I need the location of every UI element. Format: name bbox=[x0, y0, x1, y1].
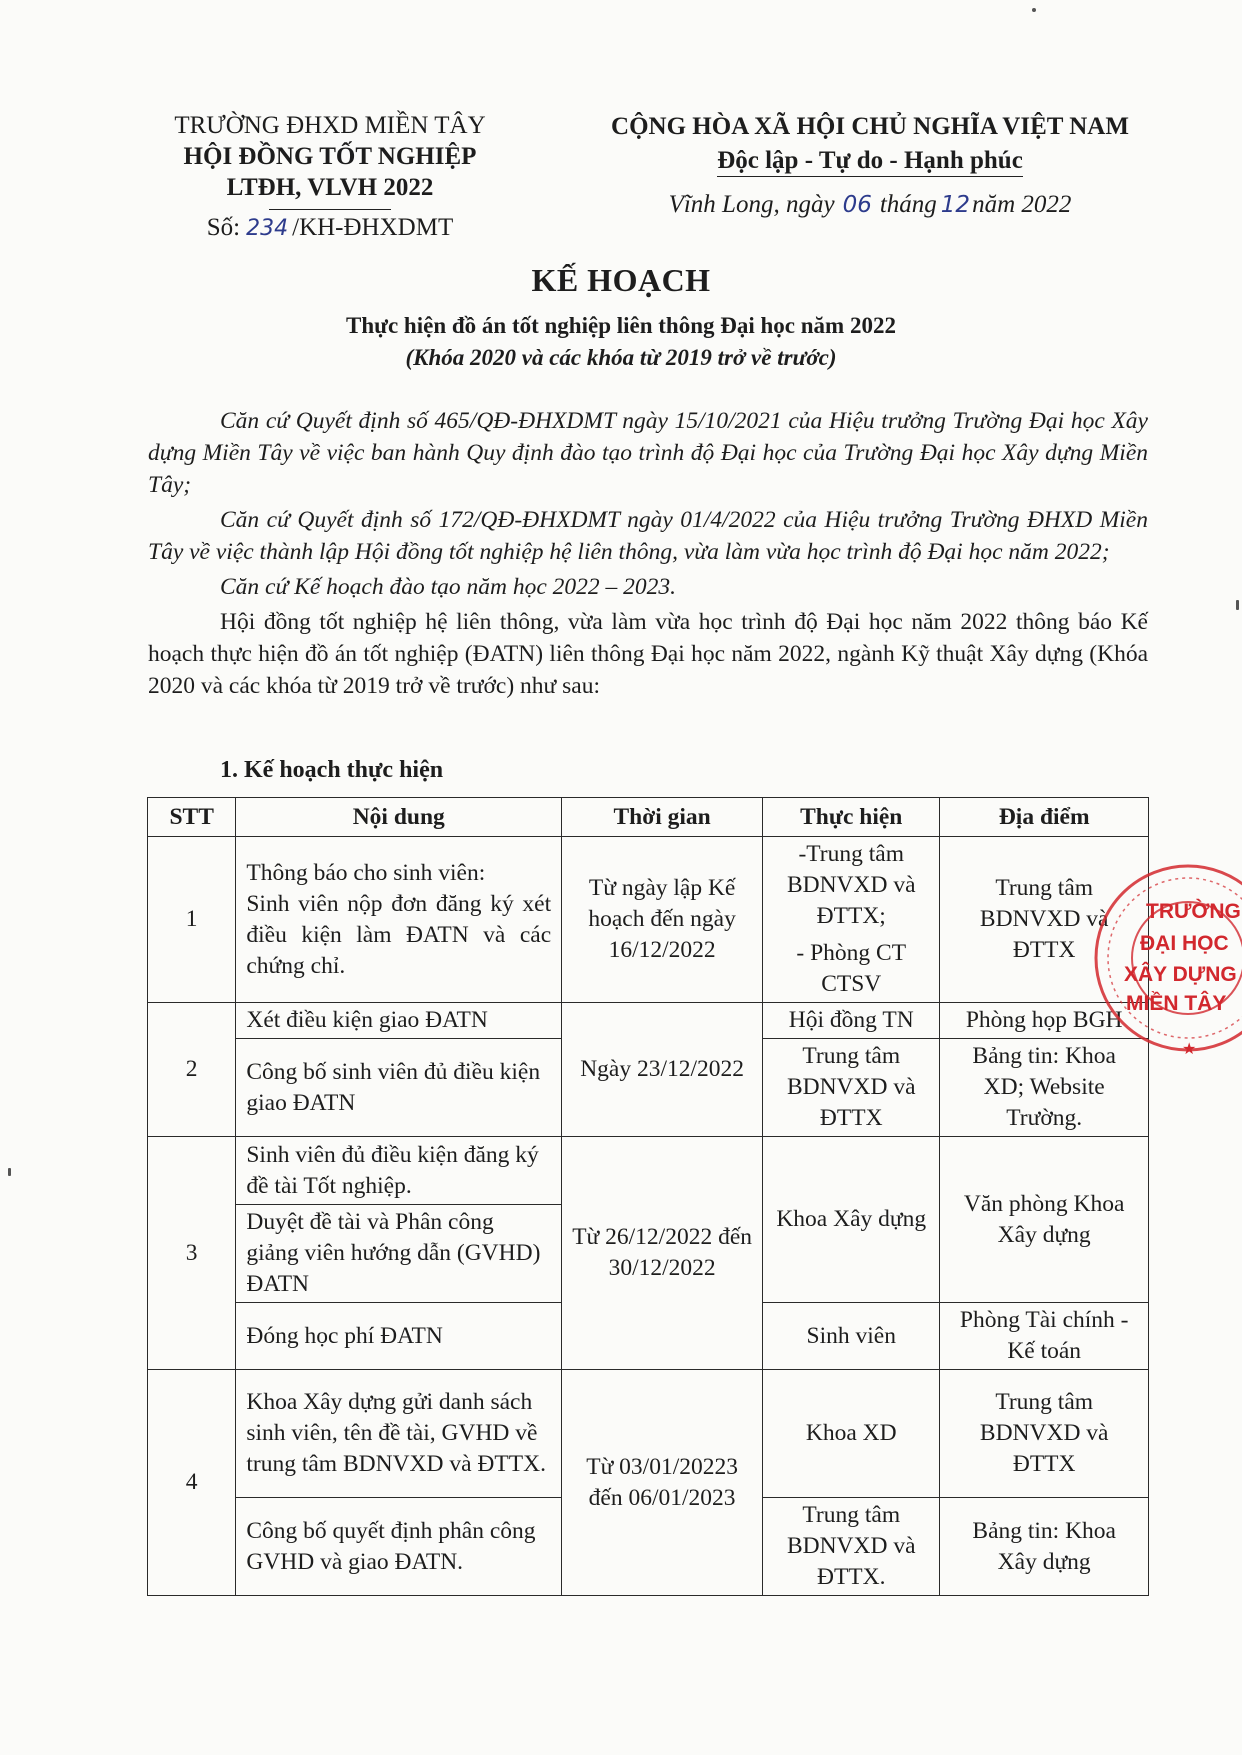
date-month-handwritten: 12 bbox=[940, 192, 971, 218]
cell-executor bbox=[763, 837, 940, 1003]
executor-b: - Phòng CT CTSV bbox=[796, 940, 907, 997]
scan-speck bbox=[1032, 8, 1036, 12]
document-title: KẾ HOẠCH bbox=[531, 262, 711, 298]
date-month-label: tháng bbox=[879, 191, 937, 218]
number-handwritten: 234 bbox=[246, 216, 289, 241]
table-row bbox=[148, 1003, 1149, 1039]
cell-content: Đóng học phí ĐATN bbox=[236, 1303, 562, 1370]
legal-basis-1: Căn cứ Quyết định số 465/QĐ-ĐHXDMT ngày 15/10/2021 của Hiệu trưởng Trường Đại học Xây dựng Miền Tây về việc ban hành Quy định đào tạo trình độ Đại học của Trường Đại học Xây dựng Miền Tây; bbox=[148, 408, 1148, 498]
header-stt: STT bbox=[148, 798, 236, 837]
seal-text-4: MIỀN TÂY bbox=[1126, 992, 1227, 1015]
subtitle-line-2: (Khóa 2020 và các khóa từ 2019 trở về trước) bbox=[405, 345, 837, 370]
cell-content: Công bố sinh viên đủ điều kiện giao ĐATN bbox=[236, 1039, 562, 1137]
cell-time: Từ ngày lập Kế hoạch đến ngày 16/12/2022 bbox=[562, 837, 763, 1003]
national-header bbox=[560, 110, 1180, 222]
cell-location: Bảng tin: Khoa XD; Website Trường. bbox=[940, 1039, 1149, 1137]
cell-stt: 1 bbox=[148, 837, 236, 1003]
date-place: Vĩnh Long, ngày bbox=[668, 191, 835, 218]
cell-executor: Sinh viên bbox=[763, 1303, 940, 1370]
cell-executor: Khoa Xây dựng bbox=[763, 1137, 940, 1303]
cell-stt: 3 bbox=[148, 1137, 236, 1370]
seal-text-3: XÂY DỰNG bbox=[1124, 963, 1237, 986]
cell-executor: Hội đồng TN bbox=[763, 1003, 940, 1039]
document-subtitle bbox=[0, 310, 1242, 374]
plan-table bbox=[147, 797, 1149, 1596]
cell-location: Bảng tin: Khoa Xây dựng bbox=[940, 1498, 1149, 1596]
cell-content bbox=[236, 837, 562, 1003]
issuer-block bbox=[140, 110, 520, 244]
header-location: Địa điểm bbox=[940, 798, 1149, 837]
document-number bbox=[140, 212, 520, 244]
issuer-program: LTĐH, VLVH 2022 bbox=[226, 174, 434, 201]
date-day-handwritten: 06 bbox=[842, 192, 872, 218]
legal-basis-3: Căn cứ Kế hoạch đào tạo năm học 2022 – 2023. bbox=[220, 574, 677, 600]
cell-content: Xét điều kiện giao ĐATN bbox=[236, 1003, 562, 1039]
cell-location: Trung tâm BDNVXD và ĐTTX bbox=[940, 1370, 1149, 1498]
cell-content: Khoa Xây dựng gửi danh sách sinh viên, tên đề tài, GVHD về trung tâm BDNVXD và ĐTTX. bbox=[236, 1370, 562, 1498]
section-heading: 1. Kế hoạch thực hiện bbox=[220, 757, 444, 783]
content-line-a: Thông báo cho sinh viên: bbox=[246, 859, 486, 886]
cell-time: Từ 03/01/20223 đến 06/01/2023 bbox=[562, 1370, 763, 1596]
table-header-row bbox=[148, 798, 1149, 837]
table-row bbox=[148, 1137, 1149, 1205]
cell-executor: Khoa XD bbox=[763, 1370, 940, 1498]
header-time: Thời gian bbox=[562, 798, 763, 837]
cell-location: Phòng họp BGH bbox=[940, 1003, 1149, 1039]
table-row bbox=[148, 1370, 1149, 1498]
country-name: CỘNG HÒA XÃ HỘI CHỦ NGHĨA VIỆT NAM bbox=[611, 113, 1129, 140]
announcement-paragraph: Hội đồng tốt nghiệp hệ liên thông, vừa làm vừa học trình độ Đại học năm 2022 thông báo Kế hoạch thực hiện đồ án tốt nghiệp (ĐATN) liên thông Đại học năm 2022, ngành Kỹ thuật Xây dựng (Khóa 2020 và các khóa từ 2019 trở về trước) như sau: bbox=[148, 609, 1148, 699]
cell-time: Từ 26/12/2022 đến 30/12/2022 bbox=[562, 1137, 763, 1370]
cell-location: Trung tâm BDNVXD và ĐTTX bbox=[940, 837, 1149, 1003]
issuer-council: HỘI ĐỒNG TỐT NGHIỆP bbox=[183, 143, 477, 170]
number-suffix: /KH-ĐHXDMT bbox=[292, 214, 454, 241]
legal-basis-2: Căn cứ Quyết định số 172/QĐ-ĐHXDMT ngày 01/4/2022 của Hiệu trưởng Trường ĐHXD Miền Tây về việc thành lập Hội đồng tốt nghiệp hệ liên thông, vừa làm vừa học trình độ Đại học năm 2022; bbox=[148, 507, 1148, 565]
cell-time: Ngày 23/12/2022 bbox=[562, 1003, 763, 1137]
executor-a: -Trung tâm BDNVXD và ĐTTX; bbox=[786, 841, 916, 929]
seal-star-icon: ★ bbox=[1182, 1039, 1197, 1058]
cell-content: Duyệt đề tài và Phân công giảng viên hướng dẫn (GVHD) ĐATN bbox=[236, 1205, 562, 1303]
content-line-b: Sinh viên nộp đơn đăng ký xét điều kiện làm ĐATN và các chứng chỉ. bbox=[246, 890, 552, 979]
cell-executor: Trung tâm BDNVXD và ĐTTX. bbox=[763, 1498, 940, 1596]
cell-stt: 2 bbox=[148, 1003, 236, 1137]
cell-location: Phòng Tài chính - Kế toán bbox=[940, 1303, 1149, 1370]
scan-speck bbox=[1236, 600, 1239, 610]
header-content: Nội dung bbox=[236, 798, 562, 837]
cell-content: Sinh viên đủ điều kiện đăng ký đề tài Tốt nghiệp. bbox=[236, 1137, 562, 1205]
document-body bbox=[148, 405, 1148, 705]
scan-speck bbox=[8, 1168, 11, 1176]
issuer-underline bbox=[269, 209, 391, 210]
place-date bbox=[560, 188, 1180, 222]
national-motto: Độc lập - Tự do - Hạnh phúc bbox=[717, 146, 1023, 177]
table-row bbox=[148, 837, 1149, 1003]
number-prefix: Số: bbox=[206, 214, 241, 241]
cell-location: Văn phòng Khoa Xây dựng bbox=[940, 1137, 1149, 1303]
seal-text-2: ĐẠI HỌC bbox=[1140, 932, 1229, 955]
cell-stt: 4 bbox=[148, 1370, 236, 1596]
cell-content: Công bố quyết định phân công GVHD và giao ĐATN. bbox=[236, 1498, 562, 1596]
subtitle-line-1: Thực hiện đồ án tốt nghiệp liên thông Đại học năm 2022 bbox=[346, 313, 896, 338]
header-executor: Thực hiện bbox=[763, 798, 940, 837]
date-year: năm 2022 bbox=[972, 191, 1072, 218]
seal-text-1: TRƯỜNG bbox=[1146, 900, 1241, 923]
issuer-school: TRƯỜNG ĐHXD MIỀN TÂY bbox=[174, 112, 486, 139]
cell-executor: Trung tâm BDNVXD và ĐTTX bbox=[763, 1039, 940, 1137]
